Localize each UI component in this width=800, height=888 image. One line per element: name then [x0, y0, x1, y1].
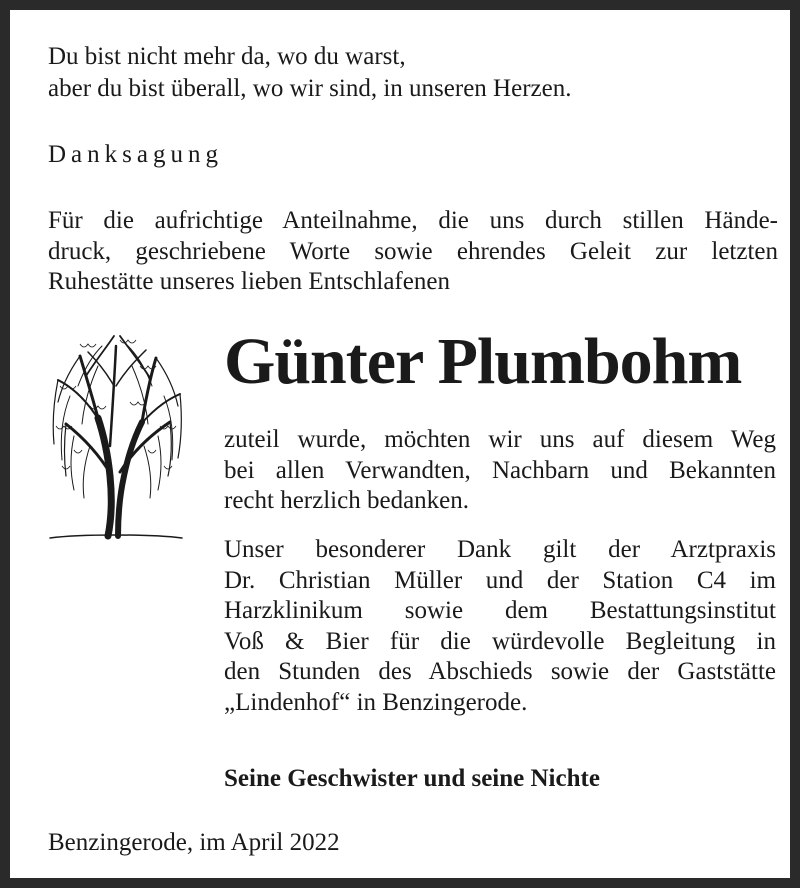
intro-line-2: druck, geschriebene Worte sowie ehrendes Geleit zur letzten: [48, 237, 778, 265]
intro-paragraph: [48, 206, 778, 298]
thanks-line-2: bei allen Verwandten, Nachbarn und Bekannten: [224, 456, 776, 484]
thanks-paragraph: [224, 425, 776, 517]
deceased-name: Günter Plumbohm: [224, 325, 742, 398]
intro-line-1: Für die aufrichtige Anteilnahme, die uns durch stillen Hände-: [48, 207, 778, 234]
motto-line-1: Du bist nicht mehr da, wo du warst,: [48, 43, 406, 70]
thanks-line-3: recht herzlich bedanken.: [224, 487, 470, 514]
special-thanks-paragraph: [224, 535, 776, 718]
signature: Seine Geschwister und seine Nichte: [224, 765, 600, 792]
thanks-line-1: zuteil wurde, möchten wir uns auf diesem Weg: [224, 426, 776, 453]
heading-danksagung: Danksagung: [48, 141, 223, 168]
special-thanks-line-4: Voß & Bier für die würdevolle Begleitung in: [224, 627, 776, 655]
special-thanks-line-3: Harzklinikum sowie dem Bestattungsinstitut: [224, 597, 776, 624]
special-thanks-line-1: Unser besonderer Dank gilt der Arztpraxis: [224, 536, 776, 563]
motto-line-2: aber du bist überall, wo wir sind, in unseren Herzen.: [48, 75, 572, 102]
weeping-tree-icon: [40, 326, 190, 544]
intro-line-3: Ruhestätte unseres lieben Entschlafenen: [48, 268, 450, 295]
place-date: Benzingerode, im April 2022: [48, 829, 340, 856]
special-thanks-line-6: „Lindenhof“ in Benzingerode.: [224, 688, 528, 716]
special-thanks-line-5: den Stunden des Abschieds sowie der Gaststätte: [224, 658, 776, 685]
special-thanks-line-2: Dr. Christian Müller und der Station C4 im: [224, 566, 776, 594]
